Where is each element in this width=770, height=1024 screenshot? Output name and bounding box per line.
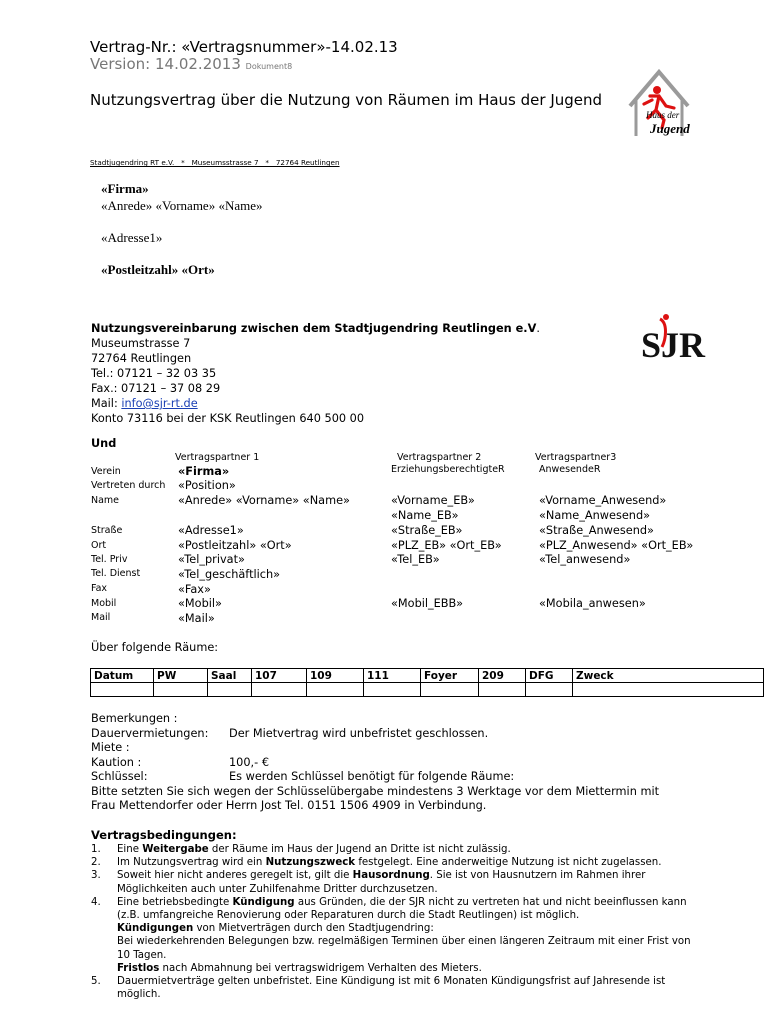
sender-line: Stadtjugendring RT e.V. * Museumsstrasse 7 * 72764 Reutlingen [90, 158, 340, 167]
p1-mail: «Mail» [178, 612, 215, 625]
p2-vorname: «Vorname_EB» [391, 494, 475, 507]
p3-name: «Name_Anwesend» [539, 509, 651, 522]
recipient-name: «Anrede» «Vorname» «Name» [101, 198, 263, 213]
condition-text: Eine [117, 844, 143, 855]
p1-firma: «Firma» [178, 465, 230, 478]
condition-item [91, 843, 691, 856]
p1-ort: «Postleitzahl» «Ort» [178, 539, 292, 552]
p2-ort: «PLZ_EB» «Ort_EB» [391, 539, 502, 552]
recipient-city: «Postleitzahl» «Ort» [101, 262, 215, 277]
room-cell[interactable] [91, 683, 154, 697]
rooms-entry-row [91, 683, 764, 697]
remarks-label: Bemerkungen : [91, 712, 178, 725]
label-telpriv: Tel. Priv [91, 554, 128, 565]
condition-number: 4. [91, 896, 101, 908]
condition-number: 1. [91, 844, 101, 855]
fristlos-bold: Fristlos [117, 962, 160, 974]
room-cell[interactable] [479, 683, 526, 697]
label-verein: Verein [91, 466, 121, 477]
condition-text: Dauermietverträge gelten unbefristet. Eine Kündigung ist mit 6 Monaten Kündigungsfrist auf Jahresende ist möglich. [117, 976, 666, 1001]
document-tag: Dokument8 [245, 62, 293, 71]
condition-item [91, 896, 691, 975]
room-cell[interactable] [307, 683, 364, 697]
condition-bold: Nutzungszweck [265, 857, 356, 869]
p1-telpriv: «Tel_privat» [178, 553, 245, 566]
p2-name: «Name_EB» [391, 509, 459, 522]
condition-text: aus Gründen, die der SJR nicht zu vertreten hat und nicht beeinflussen kann (z.B. umfangreiche Renovierung oder Reparaturen durch die Stadt Reutlingen) ist möglich. [117, 896, 687, 922]
room-col-107: 107 [252, 669, 307, 683]
room-col-pw: PW [154, 669, 208, 683]
room-col-saal: Saal [208, 669, 252, 683]
provider-heading-text: Nutzungsvereinbarung zwischen dem Stadtjugendring Reutlingen e.V [91, 322, 537, 335]
condition-number: 3. [91, 870, 101, 882]
kuendigung-detail: Bei wiederkehrenden Belegungen bzw. regelmäßigen Terminen über einen längeren Zeitraum mit einer Frist von 10 Tagen. [117, 936, 691, 961]
rooms-header-row [91, 669, 764, 683]
p2-tel: «Tel_EB» [391, 553, 440, 566]
recipient-firma: «Firma» [101, 181, 149, 196]
label-vertreten: Vertreten durch [91, 480, 166, 491]
room-cell[interactable] [573, 683, 764, 697]
kuendigung-bold: Kündigungen [117, 923, 194, 935]
label-teldienst: Tel. Dienst [91, 568, 141, 579]
version-line [90, 55, 292, 73]
dauer-value: Der Mietvertrag wird unbefristet geschlossen. [229, 727, 489, 740]
und-heading: Und [91, 437, 117, 450]
sjr-logo-text: SJR [641, 325, 706, 365]
recipient-address: «Adresse1» [101, 230, 163, 245]
recipient-block [101, 180, 263, 278]
provider-mail-line [91, 396, 540, 411]
room-col-foyer: Foyer [421, 669, 479, 683]
key-note-line-1: Bitte setzten Sie sich wegen der Schlüsselübergabe mindestens 3 Werktage vor dem Miettermin mit [91, 785, 660, 798]
document-title: Nutzungsvertrag über die Nutzung von Räumen im Haus der Jugend [90, 91, 603, 109]
kaution-label: Kaution : [91, 756, 142, 769]
kuendigung-line [117, 922, 691, 935]
provider-heading [91, 321, 540, 336]
conditions-heading: Vertragsbedingungen: [91, 828, 237, 842]
contract-number: Vertrag-Nr.: «Vertragsnummer»-14.02.13 [90, 38, 398, 56]
fristlos-line [117, 962, 691, 975]
rooms-intro: Über folgende Räume: [91, 641, 219, 654]
p1-teldienst: «Tel_geschäftlich» [178, 568, 281, 581]
condition-text: . Sie ist von Hausnutzern im Rahmen ihrer Möglichkeiten auch unter Zuhilfenahme Dritter durchzusetzen. [117, 870, 646, 895]
room-col-109: 109 [307, 669, 364, 683]
version-text: Version: 14.02.2013 [90, 55, 241, 73]
haus-der-jugend-logo [626, 66, 692, 142]
miete-label: Miete : [91, 741, 130, 754]
logo-text-haus: Haus der [646, 110, 680, 120]
partner3-subheading: AnwesendeR [539, 464, 601, 475]
p3-mobil: «Mobila_anwesen» [539, 597, 646, 610]
label-strasse: Straße [91, 525, 123, 536]
sjr-logo-icon [640, 313, 706, 367]
provider-city: 72764 Reutlingen [91, 352, 192, 365]
condition-text: Im Nutzungsvertrag wird ein [117, 857, 266, 869]
label-mail: Mail [91, 612, 111, 623]
condition-bold: Hausordnung [352, 870, 430, 882]
room-cell[interactable] [526, 683, 573, 697]
provider-mail-label: Mail: [91, 397, 122, 410]
sjr-logo [640, 313, 706, 367]
partner2-heading: Vertragspartner 2 [397, 452, 482, 463]
condition-text: der Räume im Haus der Jugend an Dritte ist nicht zulässig. [208, 844, 511, 855]
p1-name: «Anrede» «Vorname» «Name» [178, 494, 350, 507]
room-col-zweck: Zweck [573, 669, 764, 683]
rooms-table [90, 668, 764, 697]
p1-position: «Position» [178, 479, 236, 492]
partner2-subheading: ErziehungsberechtigteR [391, 464, 505, 475]
room-cell[interactable] [208, 683, 252, 697]
condition-text: Soweit hier nicht anderes geregelt ist, gilt die [117, 870, 353, 882]
fristlos-text: nach Abmahnung bei vertragswidrigem Verhalten des Mieters. [159, 962, 482, 974]
condition-item [91, 869, 691, 895]
provider-bank: Konto 73116 bei der KSK Reutlingen 640 500 00 [91, 412, 365, 425]
room-col-dfg: DFG [526, 669, 573, 683]
p2-strasse: «Straße_EB» [391, 524, 463, 537]
dauer-label: Dauervermietungen: [91, 727, 209, 740]
condition-item [91, 856, 691, 869]
provider-street: Museumstrasse 7 [91, 337, 191, 350]
provider-mail-link[interactable]: info@sjr-rt.de [121, 397, 198, 410]
p3-strasse: «Straße_Anwesend» [539, 524, 654, 537]
room-col-datum: Datum [91, 669, 154, 683]
provider-heading-dot: . [536, 322, 540, 335]
condition-bold: Kündigung [232, 896, 295, 908]
provider-fax: Fax.: 07121 – 37 08 29 [91, 382, 221, 395]
label-mobil: Mobil [91, 598, 117, 609]
room-cell[interactable] [154, 683, 208, 697]
room-cell[interactable] [364, 683, 421, 697]
condition-text: Eine betriebsbedingte [117, 896, 233, 908]
room-col-209: 209 [479, 669, 526, 683]
schluessel-value: Es werden Schlüssel benötigt für folgende Räume: [229, 770, 515, 783]
p1-fax: «Fax» [178, 583, 211, 596]
partner1-heading: Vertragspartner 1 [175, 452, 260, 463]
kuendigung-text: von Mietverträgen durch den Stadtjugendring: [193, 923, 434, 935]
p3-tel: «Tel_anwesend» [539, 553, 631, 566]
p3-ort: «PLZ_Anwesend» «Ort_EB» [539, 539, 694, 552]
conditions-list [91, 843, 691, 1001]
conditions-items [91, 843, 691, 1001]
condition-bold: Weitergabe [142, 844, 209, 855]
partner3-heading: Vertragspartner3 [535, 452, 617, 463]
logo-text-jugend: Jugend [650, 121, 690, 136]
provider-block [91, 321, 540, 426]
room-cell[interactable] [252, 683, 307, 697]
key-note-line-2: Frau Mettendorfer oder Herrn Jost Tel. 0151 1506 4909 in Verbindung. [91, 799, 487, 812]
schluessel-label: Schlüssel: [91, 770, 148, 783]
p2-mobil: «Mobil_EBB» [391, 597, 464, 610]
provider-tel: Tel.: 07121 – 32 03 35 [91, 367, 217, 380]
condition-number: 5. [91, 976, 101, 988]
p1-adresse: «Adresse1» [178, 524, 244, 537]
condition-item [91, 975, 691, 1001]
condition-text: festgelegt. Eine anderweitige Nutzung ist nicht zugelassen. [355, 857, 662, 869]
room-cell[interactable] [421, 683, 479, 697]
kaution-value: 100,- € [229, 756, 270, 769]
label-fax: Fax [91, 583, 108, 594]
label-name: Name [91, 495, 120, 506]
p1-mobil: «Mobil» [178, 597, 222, 610]
label-ort: Ort [91, 540, 107, 551]
condition-number: 2. [91, 857, 101, 869]
room-col-111: 111 [364, 669, 421, 683]
p3-vorname: «Vorname_Anwesend» [539, 494, 667, 507]
